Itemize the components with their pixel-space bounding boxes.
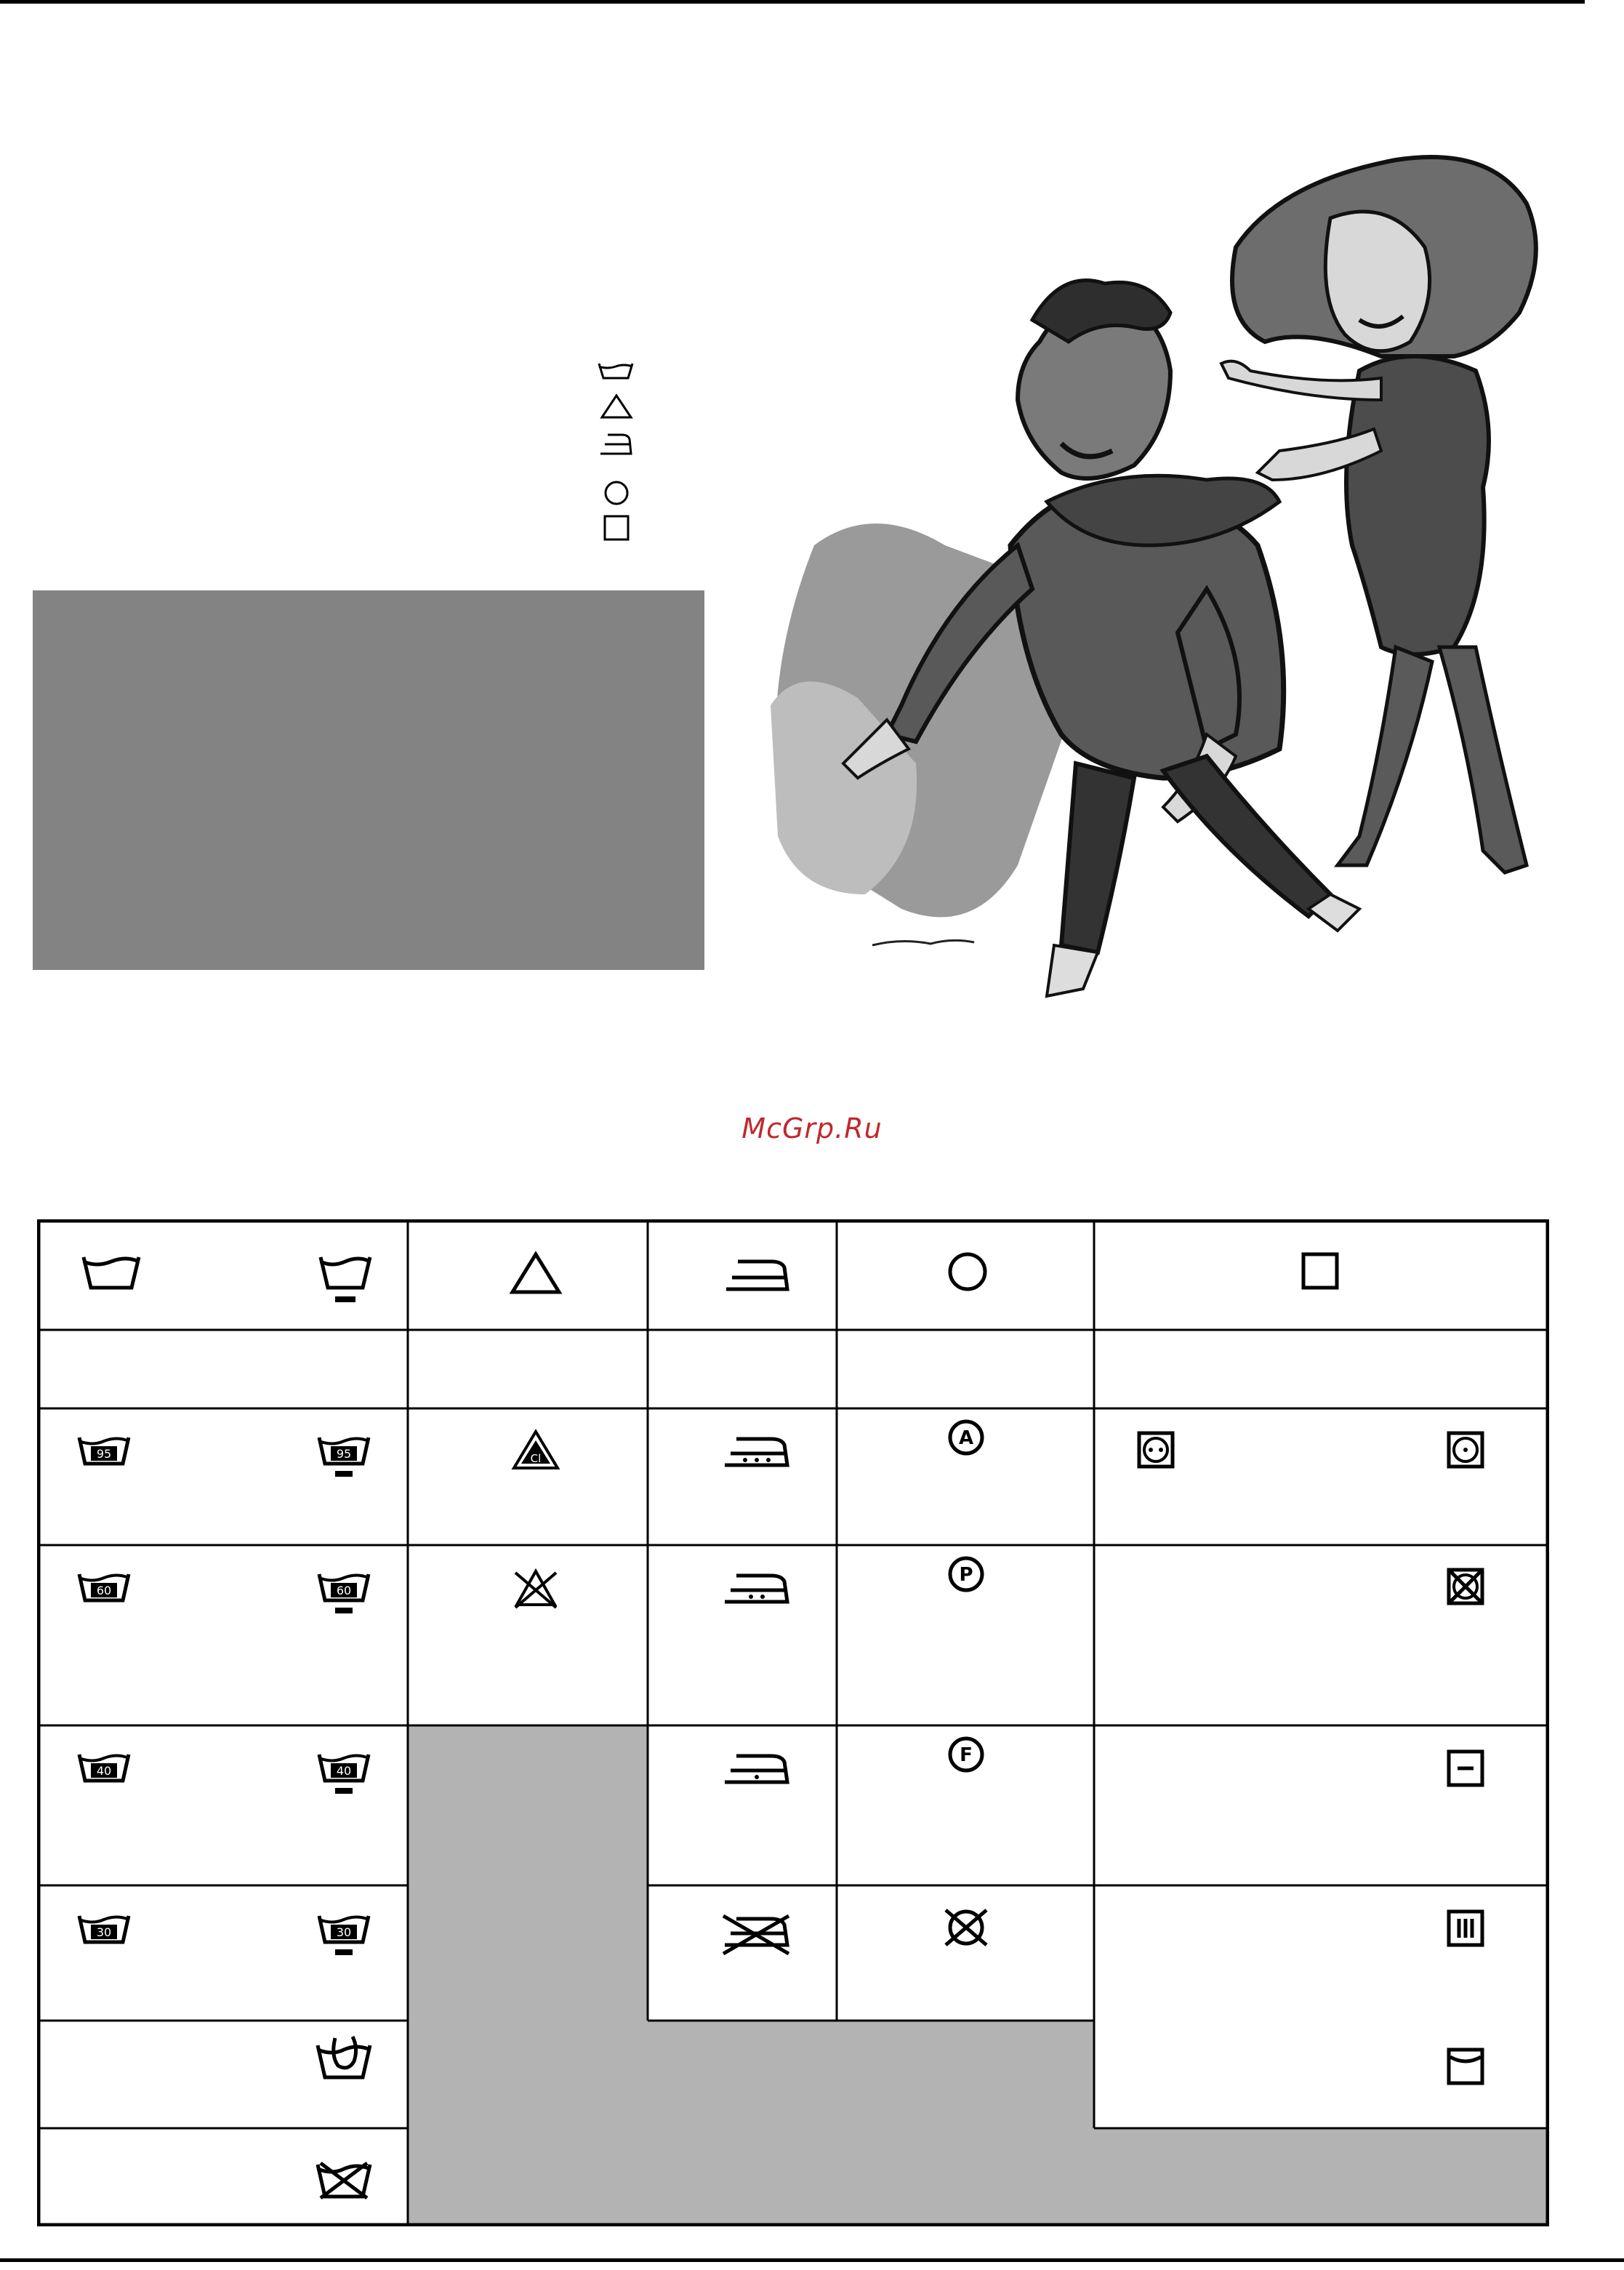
washtub-icon xyxy=(84,1257,139,1288)
tumble-dry-low-icon xyxy=(1449,1433,1482,1467)
wash-temp-label: 30 xyxy=(336,1925,352,1939)
wash-30-icon xyxy=(79,1916,129,1942)
no-dryclean-icon xyxy=(946,1910,986,1945)
triangle-icon xyxy=(602,396,631,417)
wash-40-icon xyxy=(79,1754,129,1781)
wash-temp-label: 95 xyxy=(96,1447,112,1461)
dry-flat-icon xyxy=(1449,1752,1482,1785)
wash-60-gentle-icon xyxy=(319,1574,369,1611)
legend-icons xyxy=(595,359,638,550)
svg-text:Cl: Cl xyxy=(530,1452,542,1465)
wash-30-gentle-icon xyxy=(319,1916,369,1952)
wash-temp-label: 60 xyxy=(336,1584,352,1597)
wash-95-gentle-icon xyxy=(319,1437,369,1474)
gray-info-panel xyxy=(33,590,704,970)
iron-one-dot-icon xyxy=(725,1756,787,1782)
triangle-icon xyxy=(512,1254,559,1292)
dryclean-f-icon xyxy=(950,1738,982,1770)
dryclean-letter: P xyxy=(959,1564,973,1586)
iron-icon xyxy=(600,435,631,454)
wash-40-gentle-icon xyxy=(319,1754,369,1791)
wash-temp-label: 40 xyxy=(336,1764,352,1778)
iron-three-dots-icon xyxy=(725,1439,787,1465)
square-icon xyxy=(1303,1254,1337,1288)
wash-temp-label: 95 xyxy=(336,1447,352,1461)
dryclean-letter: F xyxy=(960,1744,973,1766)
dryclean-a-icon xyxy=(950,1421,982,1453)
iron-icon xyxy=(726,1262,787,1289)
circle-icon xyxy=(950,1254,985,1289)
no-iron-icon xyxy=(723,1916,789,1954)
no-wash-icon xyxy=(318,2163,370,2198)
no-bleach-icon xyxy=(515,1571,556,1608)
tumble-dry-high-icon xyxy=(1139,1433,1173,1467)
bleach-cl-icon xyxy=(514,1432,558,1468)
watermark: McGrp.Ru xyxy=(741,1112,883,1144)
wash-95-icon xyxy=(79,1437,129,1464)
washtub-icon xyxy=(599,364,632,378)
wash-temp-label: 40 xyxy=(96,1764,112,1778)
hand-wash-icon xyxy=(318,2037,370,2077)
wash-temp-label: 60 xyxy=(96,1584,112,1597)
table-empty-area xyxy=(408,1725,1548,2225)
wash-60-icon xyxy=(79,1574,129,1600)
wash-temp-label: 30 xyxy=(96,1925,112,1939)
square-icon xyxy=(605,516,628,540)
circle-icon xyxy=(606,482,627,504)
iron-two-dots-icon xyxy=(725,1576,787,1602)
couple-illustration xyxy=(756,138,1599,1032)
washtub-gentle-icon xyxy=(321,1257,370,1299)
dryclean-letter: A xyxy=(958,1427,974,1449)
dryclean-p-icon xyxy=(950,1558,982,1590)
footer-rule xyxy=(0,2258,1624,2262)
header-rule xyxy=(0,0,1585,4)
line-dry-icon xyxy=(1449,2050,1482,2083)
drip-dry-icon xyxy=(1449,1912,1482,1945)
no-tumble-dry-icon xyxy=(1449,1570,1482,1603)
care-symbols-table xyxy=(37,1219,1549,2226)
